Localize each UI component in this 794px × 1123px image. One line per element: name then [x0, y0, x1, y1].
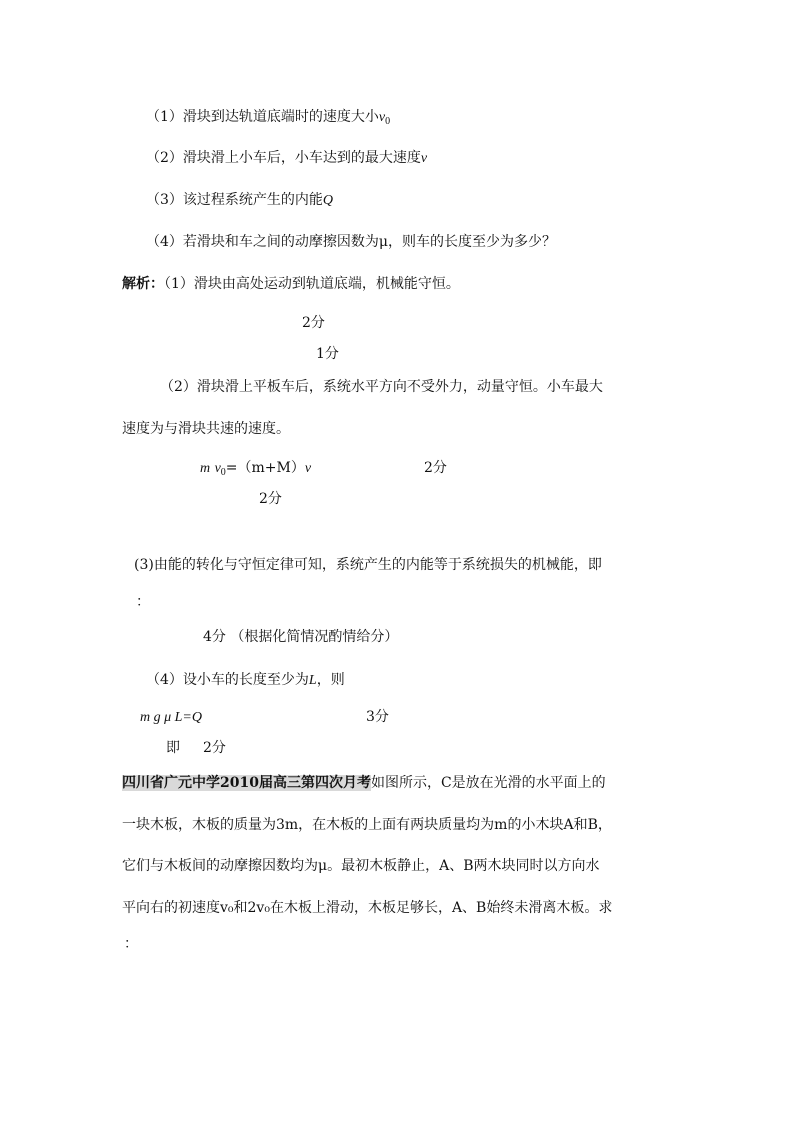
eq-m: m	[200, 461, 211, 476]
eq-mid: =（m+M）	[225, 460, 305, 476]
solution-part-4	[146, 671, 345, 690]
solution-part-2-line-1: （2）滑块滑上平板车后，系统水平方向不受外力，动量守恒。小车最大	[160, 379, 603, 395]
score-p2-b: 2分	[259, 491, 282, 507]
question-1-sub: 0	[385, 116, 391, 127]
eq-v0-sub: 0	[220, 467, 226, 478]
question-1-text: 滑块到达轨道底端时的速度大小	[182, 109, 379, 125]
solution-part-3-colon: ：	[136, 594, 150, 610]
problem-line-2: 一块木板，木板的质量为3m，在木板的上面有两块质量均为m的小木块A和B，	[122, 817, 612, 833]
score-p3: 4分 （根据化简情况酌情给分）	[203, 629, 399, 645]
question-4-number: （4）	[146, 234, 183, 250]
problem-line-3: 它们与木板间的动摩擦因数均为μ。最初木板静止，A、B两木块同时以方向水	[122, 858, 600, 874]
problem-line-4: 平向右的初速度v₀和2v₀在木板上滑动，木板足够长，A、B始终未滑离木板。求	[122, 900, 613, 916]
question-4-text: 若滑块和车之间的动摩擦因数为μ，则车的长度至少为多少？	[182, 234, 557, 250]
solution-part-3-line-1: (3)由能的转化与守恒定律可知，系统产生的内能等于系统损失的机械能，即	[134, 557, 602, 573]
question-1-var: v	[378, 110, 386, 125]
solution-part-2-line-2: 速度为与滑块共速的速度。	[122, 421, 290, 437]
question-3-number: （3）	[146, 192, 183, 208]
score-p2-a: 2分	[424, 460, 447, 476]
solution-part-4-tail: ，则	[316, 672, 345, 688]
problem-line-5: ：	[124, 936, 138, 952]
question-1-number: （1）	[146, 109, 183, 125]
score-p1-b: 1分	[316, 346, 339, 362]
solution-part-4-text: （4）设小车的长度至少为	[146, 672, 309, 688]
question-1	[146, 108, 390, 131]
score-p4-b: 2分	[203, 740, 226, 756]
solution-part-1-text: （1）滑块由高处运动到轨道底端，机械能守恒。	[164, 276, 460, 292]
question-3-var: Q	[322, 193, 334, 208]
question-3-text: 该过程系统产生的内能	[182, 192, 323, 208]
question-2-text: 滑块滑上小车后，小车达到的最大速度	[182, 150, 421, 166]
friction-equation-text: m g μ L=Q	[140, 710, 202, 725]
momentum-equation	[200, 459, 311, 482]
solution-label: 解析：	[122, 276, 164, 292]
ji-label: 即	[166, 740, 180, 756]
score-p1-a: 2分	[302, 315, 325, 331]
eq-v: v	[304, 461, 312, 476]
problem-line-1	[122, 774, 606, 792]
friction-equation	[140, 708, 202, 727]
solution-part-1	[122, 275, 460, 293]
question-2-number: （2）	[146, 150, 183, 166]
question-3	[146, 191, 333, 210]
eq-v0: v	[214, 461, 221, 476]
question-2	[146, 149, 427, 168]
problem-source: 四川省广元中学2010届高三第四次月考	[122, 775, 371, 791]
score-p4-a: 3分	[366, 709, 389, 725]
question-4	[146, 233, 556, 251]
problem-line-1-text: 如图所示，C是放在光滑的水平面上的	[370, 775, 606, 791]
question-2-var: v	[420, 151, 428, 166]
solution-part-4-var: L	[308, 673, 317, 688]
